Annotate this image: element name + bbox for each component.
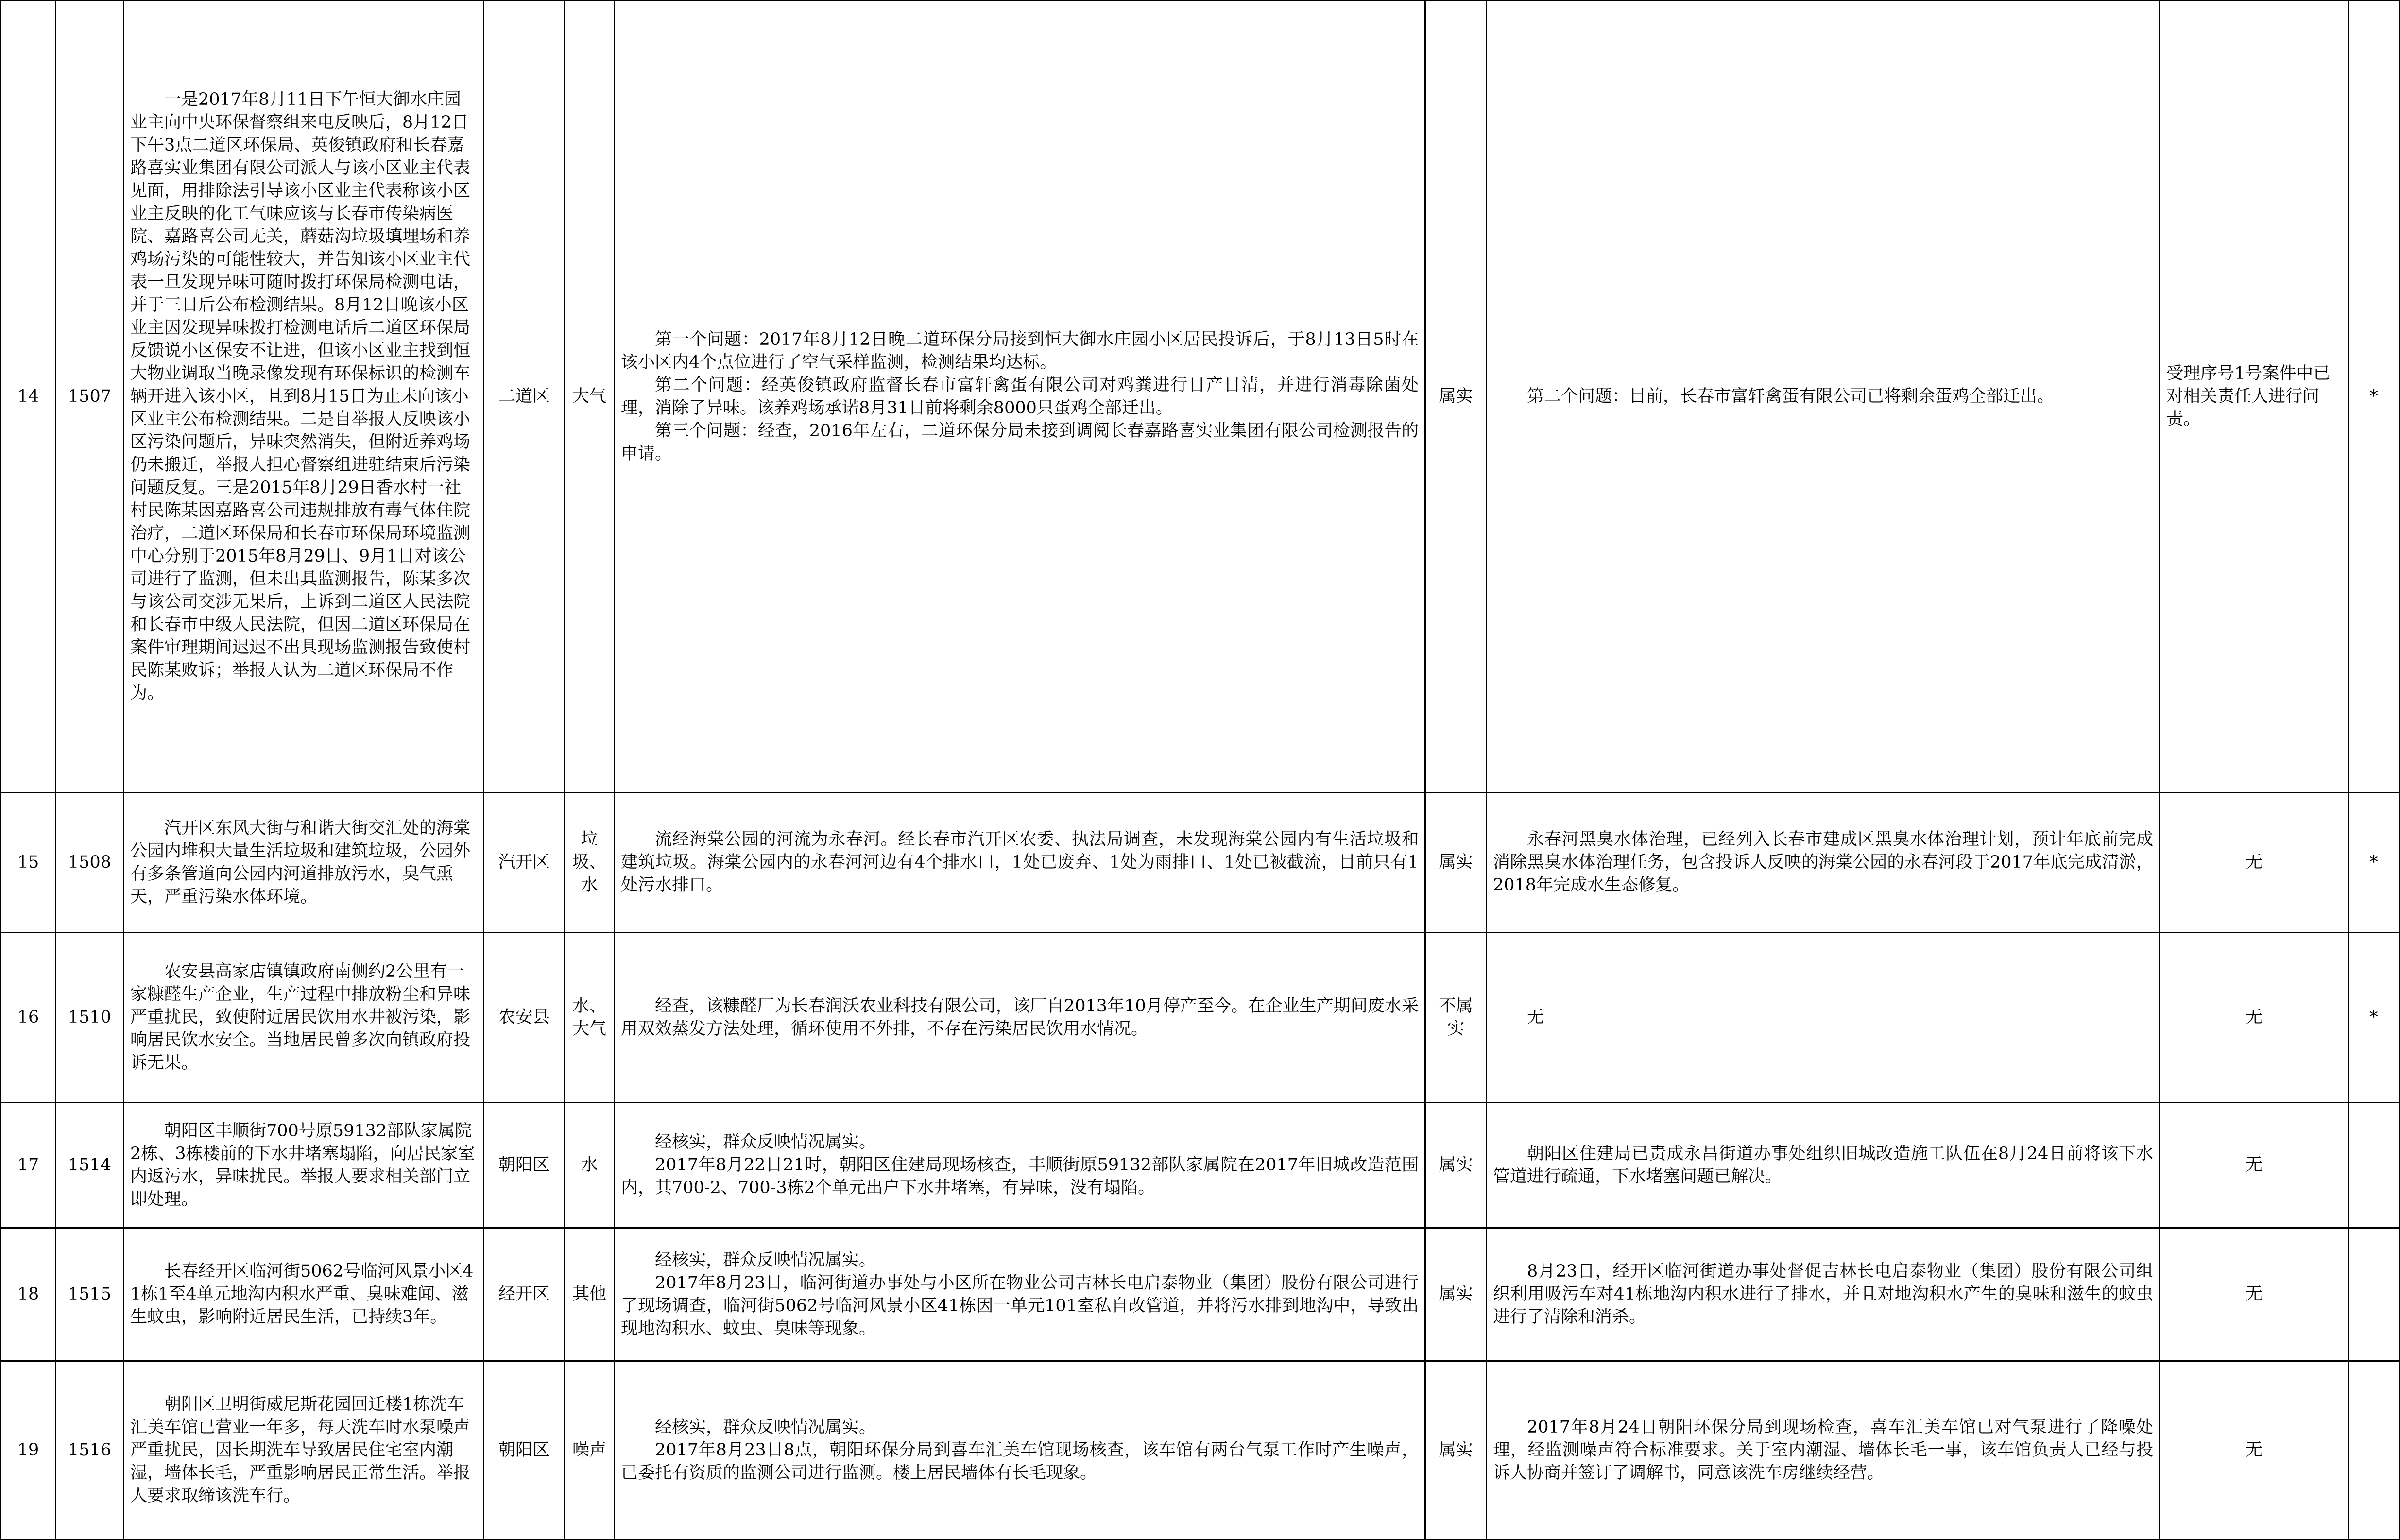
investigation-paragraph: 2017年8月23日8点，朝阳环保分局到喜车汇美车馆现场核查，该车馆有两台气泵工作时产生噪声，已委托有资质的监测公司进行监测。楼上居民墙体有长毛现象。	[621, 1440, 1419, 1483]
accountability-cell	[2160, 1228, 2349, 1361]
pollution-type-cell	[565, 1361, 615, 1540]
asterisk-mark: *	[2369, 853, 2378, 872]
investigation-cell	[615, 933, 1425, 1103]
investigation-cell	[615, 793, 1425, 933]
table-row	[1, 1, 2400, 793]
receipt-number: 1507	[68, 387, 112, 406]
district-cell	[484, 1103, 565, 1228]
receipt-number-cell	[56, 1103, 124, 1228]
asterisk-mark: *	[2369, 1008, 2378, 1027]
accountability-cell	[2160, 933, 2349, 1103]
accountability-cell	[2160, 1361, 2349, 1540]
row-number: 17	[17, 1155, 39, 1175]
receipt-number: 1514	[68, 1155, 112, 1175]
pollution-type: 水、大气	[572, 996, 606, 1039]
handling-cell	[1487, 1, 2160, 793]
handling-paragraph: 无	[1527, 1008, 1544, 1027]
receipt-number-cell	[56, 793, 124, 933]
table-body	[1, 1, 2400, 1540]
receipt-number-cell	[56, 1, 124, 793]
pollution-type-cell	[565, 1, 615, 793]
verdict-cell	[1425, 933, 1487, 1103]
mark-cell	[2349, 1, 2400, 793]
accountability-text: 无	[2245, 1440, 2263, 1460]
investigation-paragraph: 经核实，群众反映情况属实。	[655, 1250, 876, 1270]
complaint-text: 一是2017年8月11日下午恒大御水庄园业主向中央环保督察组来电反映后，8月12日下午3点二道区环保局、英俊镇政府和长春嘉路喜实业集团有限公司派人与该小区业主代表见面，用排除法引导该小区业主代表称该小区业主反映的化工气味应该与长春市传染病医院、嘉路喜公司无关，蘑菇沟垃圾填埋场和养鸡场污染的可能性较大，并告知该小区业主代表一旦发现异味可随时拨打环保局检测电话，并于三日后公布检测结果。8月12日晚该小区业主因发现异味拨打检测电话后二道区环保局反馈说小区保安不让进，但该小区业主找到恒大物业调取当晚录像发现有环保标识的检测车辆开进入该小区，且到8月15日为止未向该小区业主公布检测结果。二是自举报人反映该小区污染问题后，异味突然消失，但附近养鸡场仍未搬迁，举报人担心督察组进驻结束后污染问题反复。三是2015年8月29日香水村一社村民陈某因嘉路喜公司违规排放有毒气体住院治疗，二道区环保局和长春市环保局环境监测中心分别于2015年8月29日、9月1日对该公司进行了监测，但未出具监测报告，陈某多次与该公司交涉无果后，上诉到二道区人民法院和长春市中级人民法院，但因二道区环保局在案件审理期间迟迟不出具现场监测报告致使村民陈某败诉；举报人认为二道区环保局不作为。	[130, 90, 471, 703]
district-name: 二道区	[498, 387, 549, 406]
row-number: 18	[17, 1284, 39, 1304]
investigation-paragraph: 第三个问题：经查，2016年左右，二道环保分局未接到调阅长春嘉路喜实业集团有限公司检测报告的申请。	[621, 421, 1419, 463]
accountability-text: 无	[2245, 1008, 2263, 1027]
verdict-cell	[1425, 1361, 1487, 1540]
district-name: 经开区	[498, 1284, 549, 1304]
investigation-paragraph: 第一个问题：2017年8月12日晚二道环保分局接到恒大御水庄园小区居民投诉后，于8月13日5时在该小区内4个点位进行了空气采样监测，检测结果均达标。	[621, 329, 1419, 372]
district-cell	[484, 1361, 565, 1540]
handling-paragraph: 朝阳区住建局已责成永昌街道办事处组织旧城改造施工队伍在8月24日前将该下水管道进行疏通，下水堵塞问题已解决。	[1493, 1144, 2153, 1186]
handling-cell	[1487, 1103, 2160, 1228]
pollution-type-cell	[565, 793, 615, 933]
investigation-cell	[615, 1361, 1425, 1540]
table-row	[1, 793, 2400, 933]
verdict-text: 属实	[1439, 1284, 1473, 1304]
row-number-cell	[1, 1103, 56, 1228]
verdict-text: 属实	[1439, 1155, 1473, 1175]
verdict-cell	[1425, 1103, 1487, 1228]
accountability-cell	[2160, 1103, 2349, 1228]
handling-cell	[1487, 1228, 2160, 1361]
complaint-content-cell	[124, 1, 484, 793]
pollution-type-cell	[565, 933, 615, 1103]
mark-cell	[2349, 1228, 2400, 1361]
investigation-paragraph: 流经海棠公园的河流为永春河。经长春市汽开区农委、执法局调查，未发现海棠公园内有生活垃圾和建筑垃圾。海棠公园内的永春河河边有4个排水口，1处已废弃、1处为雨排口、1处已被截流，目前只有1处污水排口。	[621, 830, 1419, 895]
investigation-cell	[615, 1103, 1425, 1228]
district-name: 朝阳区	[498, 1440, 549, 1460]
pollution-type: 噪声	[572, 1440, 606, 1460]
receipt-number-cell	[56, 933, 124, 1103]
complaint-content-cell	[124, 793, 484, 933]
row-number: 15	[17, 853, 39, 872]
accountability-text: 无	[2245, 1284, 2263, 1304]
district-cell	[484, 793, 565, 933]
handling-paragraph: 8月23日，经开区临河街道办事处督促吉林长电启泰物业（集团）股份有限公司组织利用吸污车对41栋地沟内积水进行了排水，并且对地沟积水产生的臭味和滋生的蚊虫进行了清除和消杀。	[1493, 1262, 2153, 1327]
district-name: 农安县	[498, 1008, 549, 1027]
pollution-type: 大气	[572, 387, 606, 406]
accountability-text: 无	[2245, 853, 2263, 872]
mark-cell	[2349, 1103, 2400, 1228]
receipt-number-cell	[56, 1361, 124, 1540]
complaint-content-cell	[124, 1361, 484, 1540]
handling-cell	[1487, 1361, 2160, 1540]
row-number: 14	[17, 387, 39, 406]
investigation-paragraph: 2017年8月22日21时，朝阳区住建局现场核查，丰顺街原59132部队家属院在2017年旧城改造范围内，其700-2、700-3栋2个单元出户下水井堵塞，有异味，没有塌陷。	[621, 1155, 1419, 1198]
handling-cell	[1487, 933, 2160, 1103]
receipt-number: 1510	[68, 1008, 112, 1027]
investigation-paragraph: 经核实，群众反映情况属实。	[655, 1132, 876, 1152]
district-name: 汽开区	[498, 853, 549, 872]
investigation-cell	[615, 1228, 1425, 1361]
table-row	[1, 933, 2400, 1103]
pollution-type-cell	[565, 1228, 615, 1361]
asterisk-mark: *	[2369, 387, 2378, 406]
mark-cell	[2349, 1361, 2400, 1540]
accountability-text: 受理序号1号案件中已对相关责任人进行问责。	[2166, 364, 2331, 429]
pollution-type: 水	[581, 1155, 598, 1175]
receipt-number: 1515	[68, 1284, 112, 1304]
investigation-paragraph: 经核实，群众反映情况属实。	[655, 1417, 876, 1437]
handling-paragraph: 第二个问题：目前，长春市富轩禽蛋有限公司已将剩余蛋鸡全部迁出。	[1527, 387, 2055, 406]
complaint-text: 朝阳区丰顺街700号原59132部队家属院2栋、3栋楼前的下水井堵塞塌陷，向居民家室内返污水，异味扰民。举报人要求相关部门立即处理。	[130, 1121, 475, 1209]
row-number: 16	[17, 1008, 39, 1027]
verdict-cell	[1425, 1, 1487, 793]
district-cell	[484, 1228, 565, 1361]
accountability-cell	[2160, 793, 2349, 933]
complaint-text: 农安县高家店镇镇政府南侧约2公里有一家糠醛生产企业，生产过程中排放粉尘和异味严重扰民，致使附近居民饮用水井被污染，影响居民饮水安全。当地居民曾多次向镇政府投诉无果。	[130, 962, 471, 1073]
complaint-content-cell	[124, 1228, 484, 1361]
pollution-type-cell	[565, 1103, 615, 1228]
investigation-paragraph: 经查，该糠醛厂为长春润沃农业科技有限公司，该厂自2013年10月停产至今。在企业生产期间废水采用双效蒸发方法处理，循环使用不外排，不存在污染居民饮用水情况。	[621, 996, 1419, 1039]
receipt-number: 1508	[68, 853, 112, 872]
accountability-text: 无	[2245, 1155, 2263, 1175]
mark-cell	[2349, 793, 2400, 933]
handling-cell	[1487, 793, 2160, 933]
investigation-paragraph: 2017年8月23日，临河街道办事处与小区所在物业公司吉林长电启泰物业（集团）股份有限公司进行了现场调查，临河街5062号临河风景小区41栋因一单元101室私自改管道，并将污水排到地沟中，导致出现地沟积水、蚊虫、臭味等现象。	[621, 1273, 1419, 1338]
row-number-cell	[1, 1228, 56, 1361]
pollution-type: 垃圾、水	[572, 830, 606, 895]
verdict-cell	[1425, 1228, 1487, 1361]
district-cell	[484, 933, 565, 1103]
district-cell	[484, 1, 565, 793]
complaint-text: 汽开区东风大街与和谐大街交汇处的海棠公园内堆积大量生活垃圾和建筑垃圾，公园外有多条管道向公园内河道排放污水，臭气熏天，严重污染水体环境。	[130, 818, 471, 907]
row-number-cell	[1, 1361, 56, 1540]
row-number: 19	[17, 1440, 39, 1460]
mark-cell	[2349, 933, 2400, 1103]
verdict-text: 属实	[1439, 853, 1473, 872]
investigation-cell	[615, 1, 1425, 793]
verdict-text: 属实	[1439, 387, 1473, 406]
pollution-type: 其他	[572, 1284, 606, 1304]
district-name: 朝阳区	[498, 1155, 549, 1175]
verdict-cell	[1425, 793, 1487, 933]
verdict-text: 属实	[1439, 1440, 1473, 1460]
verdict-text: 不属实	[1439, 996, 1473, 1039]
table-row	[1, 1103, 2400, 1228]
complaint-content-cell	[124, 933, 484, 1103]
complaint-text: 长春经开区临河街5062号临河风景小区41栋1至4单元地沟内积水严重、臭味难闻、滋生蚊虫，影响附近居民生活，已持续3年。	[130, 1262, 474, 1327]
row-number-cell	[1, 793, 56, 933]
handling-paragraph: 永春河黑臭水体治理，已经列入长春市建成区黑臭水体治理计划，预计年底前完成消除黑臭水体治理任务，包含投诉人反映的海棠公园的永春河段于2017年底完成清淤，2018年完成水生态修复。	[1493, 830, 2153, 895]
complaint-content-cell	[124, 1103, 484, 1228]
table-row	[1, 1228, 2400, 1361]
complaint-text: 朝阳区卫明街威尼斯花园回迁楼1栋洗车汇美车馆已营业一年多，每天洗车时水泵噪声严重扰民，因长期洗车导致居民住宅室内潮湿，墙体长毛，严重影响居民正常生活。举报人要求取缔该洗车行。	[130, 1394, 471, 1506]
investigation-paragraph: 第二个问题：经英俊镇政府监督长春市富轩禽蛋有限公司对鸡粪进行日产日清，并进行消毒除菌处理，消除了异味。该养鸡场承诺8月31日前将剩余8000只蛋鸡全部迁出。	[621, 375, 1419, 418]
accountability-cell	[2160, 1, 2349, 793]
receipt-number-cell	[56, 1228, 124, 1361]
row-number-cell	[1, 933, 56, 1103]
table-row	[1, 1361, 2400, 1540]
receipt-number: 1516	[68, 1440, 112, 1460]
row-number-cell	[1, 1, 56, 793]
handling-paragraph: 2017年8月24日朝阳环保分局到现场检查，喜车汇美车馆已对气泵进行了降噪处理，经监测噪声符合标准要求。关于室内潮湿、墙体长毛一事，该车馆负责人已经与投诉人协商并签订了调解书，同意该洗车房继续经营。	[1493, 1417, 2153, 1483]
